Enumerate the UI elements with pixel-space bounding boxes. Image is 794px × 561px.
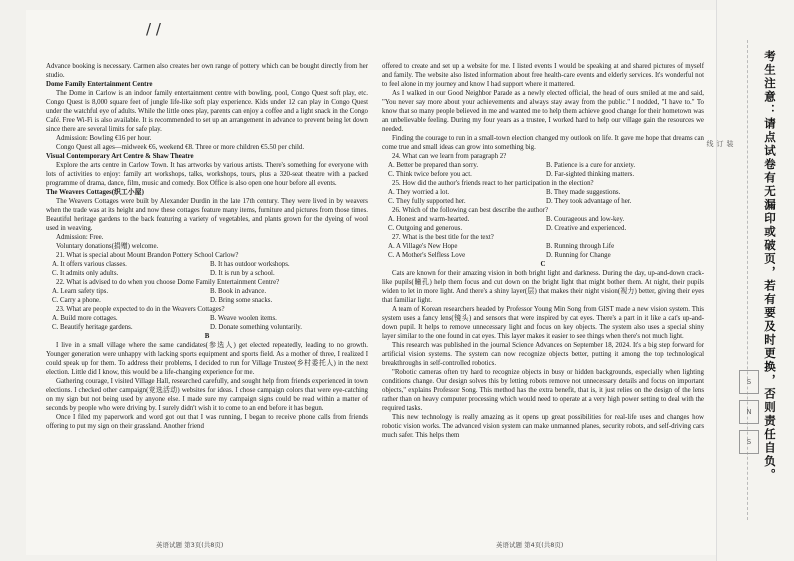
question-21: 21. What is special about Mount Brandon Pottery School Carlow? bbox=[56, 252, 239, 259]
dome-admission: Admission: Bowling €16 per hour. bbox=[56, 135, 152, 142]
option: C. Think twice before you act. bbox=[388, 171, 472, 178]
option: D. They took advantage of her. bbox=[546, 198, 632, 205]
option: B. They made suggestions. bbox=[546, 189, 621, 196]
dome-congo-prices: Congo Quest all ages—midweek €6, weekend €8. Three or more children €5.50 per child. bbox=[56, 144, 305, 151]
option: B. Book in advance. bbox=[210, 288, 267, 295]
option: A. Honest and warm-hearted. bbox=[388, 216, 470, 223]
option: A. Build more cottages. bbox=[52, 315, 118, 322]
option: C. They fully supported her. bbox=[388, 198, 466, 205]
weavers-text: The Weavers Cottages were built by Alexander Durdin in the late 17th century. They were lived in by weavers when the trade was at its height and now these cottages feature many items, furniture and pictures from those times. Beautiful heritage gardens to the back featuring a variety of vegetables, and plants grown for the dyeing of wool used in weaving. bbox=[46, 198, 368, 232]
exam-sheet bbox=[26, 10, 716, 555]
option: C. It admits only adults. bbox=[52, 270, 119, 277]
question-24-options bbox=[382, 161, 704, 179]
intro-paragraph: Advance booking is necessary. Carmen also creates her own range of pottery which can be bought directly from her studio. bbox=[46, 63, 368, 79]
option: D. It is run by a school. bbox=[210, 270, 275, 277]
passage-b-paragraph: Finding the courage to run in a small-town election changed my outlook on life. It gave me hope that dreams can come true and small ideas can grow into something big. bbox=[382, 135, 704, 151]
passage-b-continued: offered to create and set up a website for me. I listed events I would be speaking at and shared pictures of myself and family. The website also listed information about free health-care events and elderly services. It's wonderful not to feel alone in my journey and know I had support where it mattered. bbox=[382, 63, 704, 88]
question-21-options bbox=[46, 260, 368, 278]
weavers-donation: Voluntary donations(捐赠) welcome. bbox=[56, 243, 159, 250]
binding-labels bbox=[706, 140, 735, 251]
option: A. A Village's New Hope bbox=[388, 243, 458, 250]
passage-b-paragraph: Gathering courage, I visited Village Hall, researched carefully, and sought help from friends experienced in town elections. I checked other campaign(竞选活动) websites for ideas. I chose campaign colors that were eye-catching on my sign but not being used by anyone else. I made sure my campaign signs could be read within a matter of seconds by people who were driving by. I surely didn't wish it to come to an end before it has begun. bbox=[46, 378, 368, 412]
handwritten-mark: / / bbox=[146, 20, 161, 38]
option: C. Outgoing and generous. bbox=[388, 225, 463, 232]
option: C. Beautify heritage gardens. bbox=[52, 324, 133, 331]
dome-text: The Dome in Carlow is an indoor family entertainment centre with bowling, pool, Congo Quest soft play, etc. Congo Quest is 8,000 square feet of jungle life-like soft play experience. Kids under 12 can play in Congo Quest under the watchful eye of adults. While the little ones play, parents can enjoy a coffee and a light snack in the Congo Café. Free Wi-Fi is also available. It is recommended to set up an arrangement in advance to prevent being let down since there are several limits for safe play. bbox=[46, 90, 368, 133]
option: B. It has outdoor workshops. bbox=[210, 261, 290, 268]
option: D. Donate something voluntarily. bbox=[210, 324, 302, 331]
section-b-heading: B bbox=[204, 333, 210, 340]
option: C. A Mother's Selfless Love bbox=[388, 252, 466, 259]
page-footer-left: 英语试题 第3页(共8页) bbox=[156, 541, 224, 549]
question-23: 23. What are people expected to do in the Weavers Cottages? bbox=[56, 306, 225, 313]
binding-label: 装 bbox=[726, 140, 734, 147]
option: A. It offers various classes. bbox=[52, 261, 127, 268]
binding-margin bbox=[706, 0, 794, 561]
weavers-admission: Admission: Free. bbox=[56, 234, 104, 241]
binding-label: 订 bbox=[716, 140, 724, 147]
option: D. Bring some snacks. bbox=[210, 297, 273, 304]
option: D. Far-sighted thinking matters. bbox=[546, 171, 635, 178]
option: A. They worried a lot. bbox=[388, 189, 450, 196]
question-27: 27. What is the best title for the text? bbox=[392, 234, 494, 241]
dome-heading: Dome Family Entertainment Centre bbox=[46, 81, 153, 88]
passage-c-paragraph: This research was published in the journal Science Advances on September 18, 2024. It's a big step forward for artificial vision systems. The system can now recognize objects better, putting it among the top technological breakthroughs in self-controlled robotics. bbox=[382, 342, 704, 367]
section-c-heading: C bbox=[540, 261, 546, 268]
option: B. Patience is a cure for anxiety. bbox=[546, 162, 636, 169]
option: B. Weave woolen items. bbox=[210, 315, 277, 322]
question-24: 24. What can we learn from paragraph 2? bbox=[392, 153, 507, 160]
question-23-options bbox=[46, 314, 368, 332]
left-column bbox=[46, 62, 368, 431]
passage-b-paragraph: As I walked in our Good Neighbor Parade as a newly elected official, the head of ours smiled at me and said, "You never say more about your achievements and always stay away from the public." I nodded, "I have to." To know that so many people believed in me and wanted me to help them achieve good change for their hometown was an unbelievable feeling. During my four years as a trustee, I worked hard to help our village gain the resources we needed. bbox=[382, 90, 704, 133]
passage-c-paragraph: This new technology is really amazing as it opens up great possibilities for real-life uses and changes how robotic vision works. The advanced vision system can make unmanned planes, security robots, and self-driving cars much safer. This helps them bbox=[382, 414, 704, 439]
passage-c-paragraph: Cats are known for their amazing vision in both bright light and darkness. During the day, up-and-down crack-like pupils(瞳孔) help them focus and cut down on the bright light that might bother them. At night, their pupils widen to let in more light. And there's a shiny layer(层) that makes their night vision(视力) better, giving their eyes that familiar light. bbox=[382, 270, 704, 304]
page-footer-right: 英语试题 第4页(共8页) bbox=[496, 541, 564, 549]
question-22: 22. What is advised to do when you choose Dome Family Entertainment Centre? bbox=[56, 279, 280, 286]
question-25: 25. How did the author's friends react to her participation in the election? bbox=[392, 180, 594, 187]
passage-b-paragraph: Once I filed my paperwork and word got out that I was running, I began to receive phone calls from friends offering to put my sign on their grassland. Another friend bbox=[46, 414, 368, 430]
right-column bbox=[382, 62, 704, 440]
visual-text: Explore the arts centre in Carlow Town. It has artworks by various artists. There's something for everyone with lots of activities to enjoy: family art workshops, talks, workshops, tours, plus a 320-seat theatre with a packed programme of drama, dance, film, music and comedy. Box Office is also open one hour before all events. bbox=[46, 162, 368, 187]
option: A. Better be prepared than sorry. bbox=[388, 162, 479, 169]
option: D. Running for Change bbox=[546, 252, 611, 259]
question-27-options bbox=[382, 242, 704, 260]
question-26: 26. Which of the following can best describe the author? bbox=[392, 207, 549, 214]
option: C. Carry a phone. bbox=[52, 297, 101, 304]
passage-c-paragraph: A team of Korean researchers headed by Professor Young Min Song from GIST made a new vision system. This system uses a fancy lens(镜头) and sensors that were inspired by cat eyes. There's a part in it like a cat's up-and-down pupil. It helps to remove unnecessary light and focus on key objects. The system also uses a special shiny layer similar to the one found in cat eyes. This layer makes it easier to see things when there's not much light. bbox=[382, 306, 704, 340]
exam-notice: 考生注意：请点试卷有无漏印或破页，若有要及时更换，否则责任自负。 bbox=[763, 50, 777, 482]
option: B. Running through Life bbox=[546, 243, 615, 250]
option: A. Learn safety tips. bbox=[52, 288, 109, 295]
seal-box: N bbox=[739, 400, 759, 424]
question-22-options bbox=[46, 287, 368, 305]
binding-label: 线 bbox=[706, 140, 714, 147]
option: B. Courageous and low-key. bbox=[546, 216, 625, 223]
option: D. Creative and experienced. bbox=[546, 225, 627, 232]
visual-heading: Visual Contemporary Art Centre & Shaw Theatre bbox=[46, 153, 194, 160]
question-26-options bbox=[382, 215, 704, 233]
seal-box: S bbox=[739, 430, 759, 454]
seal-box: S bbox=[739, 370, 759, 394]
weavers-heading: The Weavers Cottages(织工小屋) bbox=[46, 189, 144, 196]
question-25-options bbox=[382, 188, 704, 206]
passage-b-paragraph: I live in a small village where the same candidates(参选人) get elected repeatedly, leading to no growth. Younger generation were unhappy with lacking sports equipment and sports field. As a mother of three, I realized I could speak up for them. To address their problems, I decided to run for Village Trustee(乡村委托人) in the next election. Little did I know, this would be a life-changing experience for me. bbox=[46, 342, 368, 376]
passage-c-paragraph: "Robotic cameras often try hard to recognize objects in busy or hidden backgrounds, especially when lighting conditions change. Our design solves this by letting robots remove not unnecessary details and focus on important objects," explains Professor Song. This method has the extra benefit, that is, it just relies on the design of the lens rather than on heavy computer processing which would need to operate at a very high power setting to deal with the required tasks. bbox=[382, 369, 704, 412]
